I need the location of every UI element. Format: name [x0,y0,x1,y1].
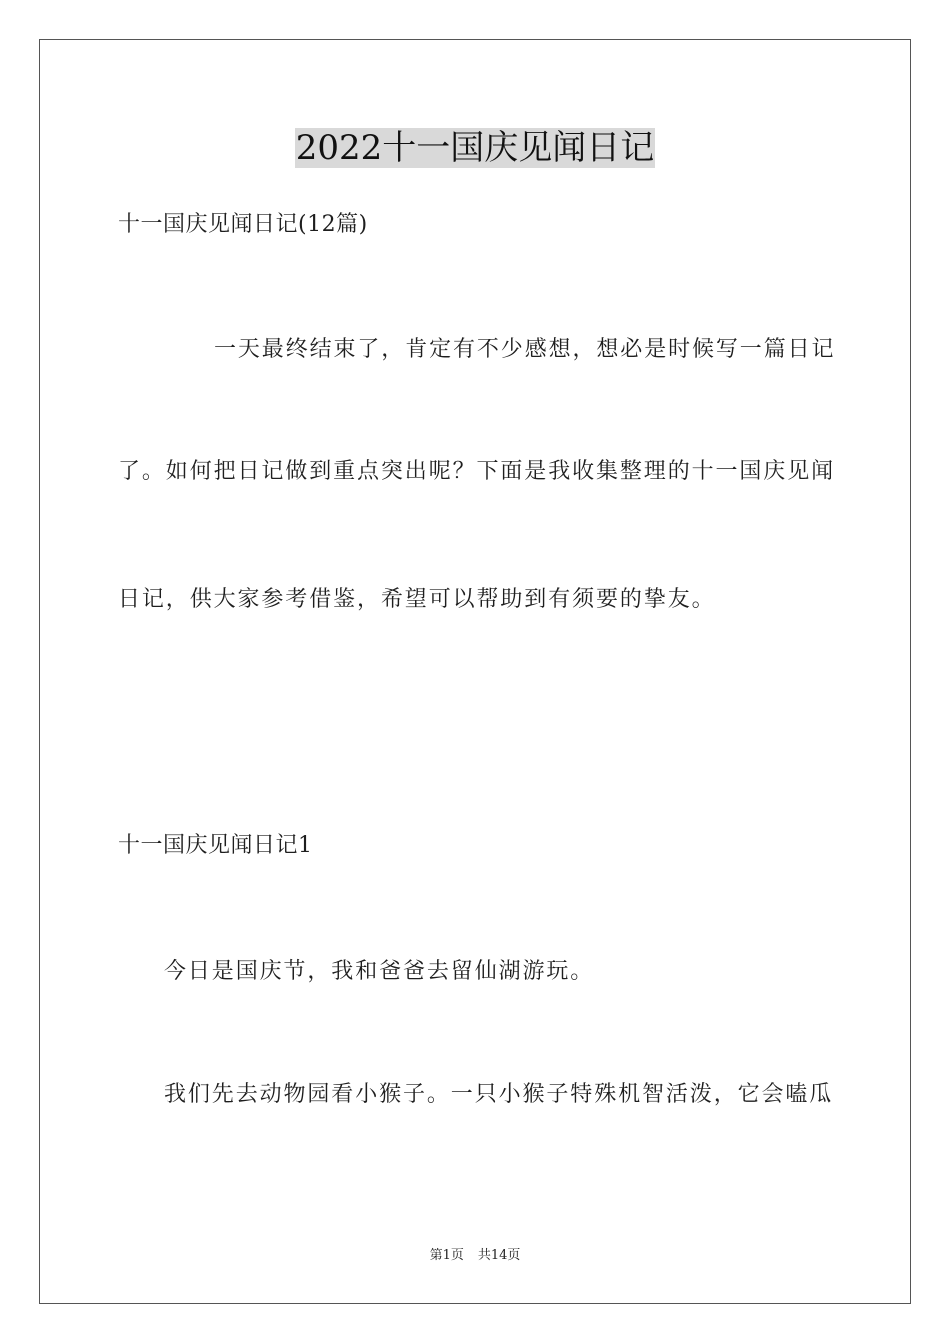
page-number-total: 共14页 [477,1248,521,1263]
intro-paragraph-line: 一天最终结束了，肯定有不少感想，想必是时候写一篇日记 [214,337,836,362]
page-footer [0,1247,950,1265]
intro-paragraph-line: 日记，供大家参考借鉴，希望可以帮助到有须要的挚友。 [118,587,716,612]
page-number-current: 第1页 [429,1248,464,1263]
title-container [0,128,950,168]
section-heading: 十一国庆见闻日记1 [118,833,313,858]
body-paragraph-line: 今日是国庆节，我和爸爸去留仙湖游玩。 [164,959,595,984]
document-subtitle: 十一国庆见闻日记(12篇) [118,212,368,237]
intro-paragraph-line: 了。如何把日记做到重点突出呢？下面是我收集整理的十一国庆见闻 [118,459,836,484]
body-paragraph-line: 我们先去动物园看小猴子。一只小猴子特殊机智活泼，它会嗑瓜 [164,1082,834,1107]
document-title: 2022十一国庆见闻日记 [295,128,655,168]
